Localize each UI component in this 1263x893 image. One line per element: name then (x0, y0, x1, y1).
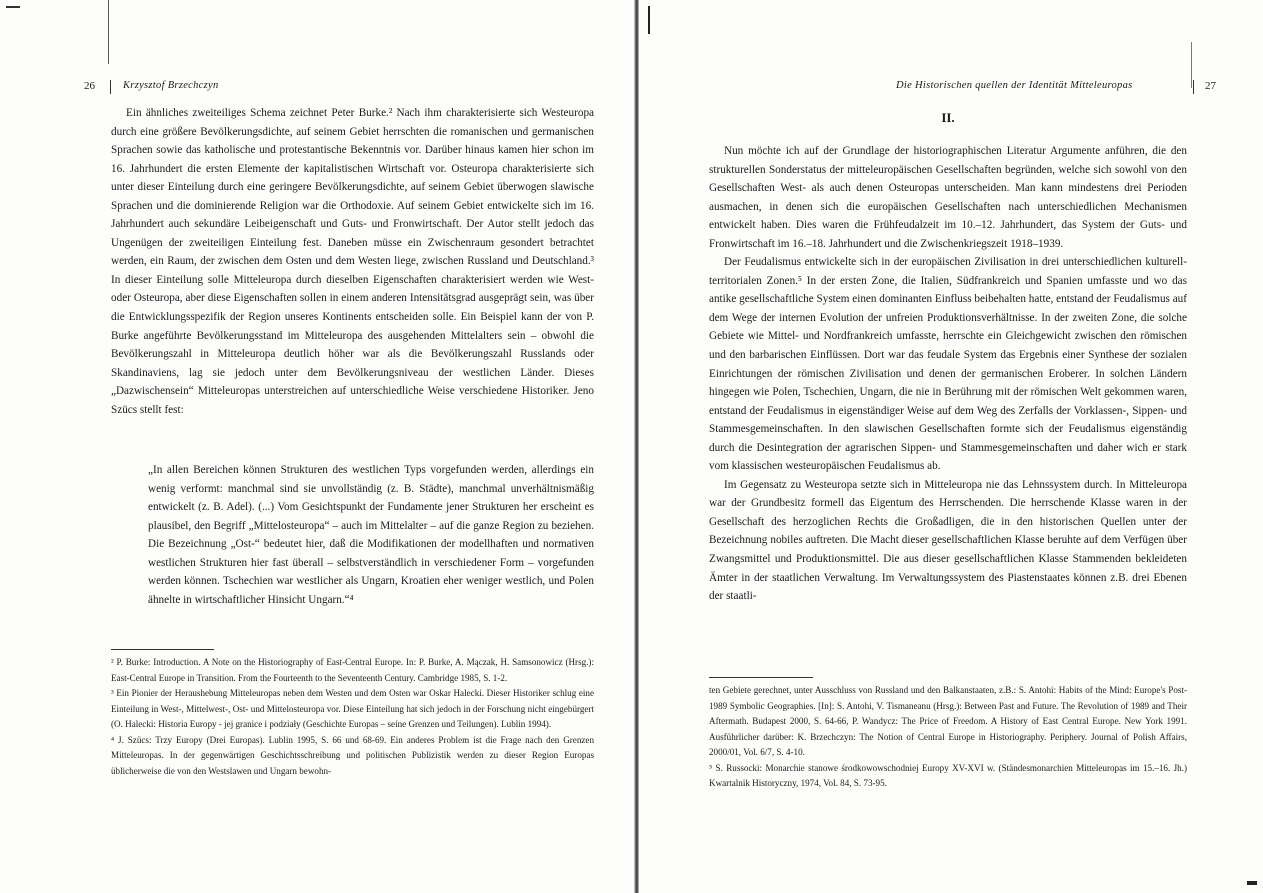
footnote: ⁴ J. Szücs: Trzy Europy (Drei Europas). Lublin 1995, S. 66 und 68-69. Ein anderes Problem ist die Frage nach den Grenzen Mitteleuropas. In der gegenwärtigen Geschichtsschreibung und politischen Publizistik werden zu dieser Region Europas üblicherweise die von den Westslawen und Ungarn bewohn- (111, 734, 594, 776)
section-title: II. (941, 110, 955, 125)
page-number: 26 (84, 80, 95, 92)
left-page (0, 0, 628, 893)
footnotes (709, 683, 1187, 792)
footnote: ⁵ S. Russocki: Monarchie stanowe środkowowschodniej Europy XV-XVI w. (Ständesmonarchien Mitteleuropas im 15.–16. Jh.) Kwartalnik Historyczny, 1974, Vol. 84, S. 73-95. (709, 762, 1187, 788)
footnote-rule (709, 677, 813, 678)
footnote: ² P. Burke: Introduction. A Note on the Historiography of East-Central Europe. In: P. Burke, A. Mączak, H. Samsonowicz (Hrsg.): East-Central Europe in Transition. From the Fourteenth to the Seventeenth Century. Cambridge 1985, S. 1-2. (111, 657, 594, 683)
header-separator (110, 80, 111, 94)
footnote: ten Gebiete gerechnet, unter Ausschluss von Russland und den Balkanstaaten, z.B.: S. Antohi: Habits of the Mind: Europe's Post-1989 Symbolic Geographies. [In]: S. Antohi, V. Tismaneanu (Hrsg.): Between Past and Future. The Revolution of 1989 and Their Aftermath. Budapest 2000, S. 64-66, P. Wandycz: The Price of Freedom. A History of East Central Europe. New York 1991. Ausführlicher darüber: K. Brzechczyn: The Notion of Central Europe in Historiography. Periphery. Journal of Polish Affairs, 2000/01, Vol. 6/7, S. 4-10. (709, 685, 1187, 757)
paragraph: Ein ähnliches zweiteiliges Schema zeichnet Peter Burke.² Nach ihm charakterisierte sich Westeuropa durch eine größere Bevölkerungsdichte, auf seinem Gebiet herrschten die romanischen und germanischen Sprachen sowie das katholische und protestantische Bekenntnis vor. Darüber hinaus kamen hier schon im 16. Jahrhundert die ersten Elemente der kapitalistischen Wirtschaft vor. Osteuropa charakterisierte sich unter dieser Einteilung durch eine geringere Bevölkerungsdichte, auf seinem Gebiet überwogen slawische Sprachen und die dominierende Religion war die Orthodoxie. Auf seinem Gebiet entwickelte sich im 16. Jahrhundert auch sekundäre Leibeigenschaft und Guts- und Fronwirtschaft. Der Autor stellt jedoch das Ungenügen der zweiteiligen Einteilung fest. Daneben müsse ein Zwischenraum gesondert betrachtet werden, ein Raum, der zwischen dem Osten und dem Westen liege, zwischen Russland und Deutschland.³ In dieser Einteilung solle Mitteleuropa durch dieselben Eigenschaften charakterisiert werden wie West- oder Osteuropa, aber diese Eigenschaften sollen in einem anderen Intensitätsgrad ausgeprägt sein, was über die Entwicklungsspezifik der Region unseres Kontinents entscheiden solle. Ein Beispiel kann der von P. Burke angeführte Bevölkerungsstand im Mitteleuropa des ausgehenden Mittelalters sein – obwohl die Bevölkerungszahl in Mitteleuropa deutlich höher war als die Bevölkerungszahl Russlands oder Skandinaviens, lag sie jedoch unter dem Bevölkerungsniveau der westlichen Länder. Dieses „Dazwischensein“ Mitteleuropas unterstreichen auf unterschiedliche Weise verschiedene Historiker. Jeno Szücs stellt fest: (111, 107, 594, 416)
paragraph: Der Feudalismus entwickelte sich in der europäischen Zivilisation in drei unterschiedlichen kulturell-territorialen Zonen.⁵ In der ersten Zone, die Italien, Südfrankreich und Spanien umfasste und wo das antike gesellschaftliche System einen dominanten Einfluss beibehalten hatte, entstand der Feudalismus auf dem Wege der internen Evolution der unfreien Produktionsverhältnisse. In der zweiten Zone, die solche Gebiete wie Mittel- und Nordfrankreich umfasste, herrschte ein Gleichgewicht zwischen den römischen und den barbarischen Einflüssen. Dort war das feudale System das Ergebnis einer Synthese der sozialen Einrichtungen der römischen Zivilisation und denen der germanischen Eroberer. In solchen Ländern hingegen wie Polen, Tschechien, Ungarn, die nie in Berührung mit der römischen Welt gekommen waren, entstand der Feudalismus in eigenständiger Weise auf dem Weg des Zerfalls der Vorklassen-, Sippen- und Stammesgemeinschaften. In den slawischen Gesellschaften formte sich der Feudalismus eigenständig durch die Desintegration der agrarischen Sippen- und Stammesgemeinschaften und daher wich er stark vom klassischen westeuropäischen Feudalismus ab. (709, 256, 1187, 473)
footnote-rule (111, 649, 214, 650)
footnote: ³ Ein Pionier der Heraushebung Mitteleuropas neben dem Westen und dem Osten war Oskar Halecki. Dieser Historiker schlug eine Einteilung in West-, Mittelwest-, Ost- und Mittelosteuropa vor. Diese Einteilung hat sich jedoch in der Forschung nicht eingebürgert (O. Halecki: Historia Europy - jej granice i podziały (Geschichte Europas – seine Grenzen und Teilungen). Lublin 1994). (111, 688, 594, 729)
body-text (709, 142, 1187, 606)
body-text (111, 104, 594, 419)
quote-text: „In allen Bereichen können Strukturen des westlichen Typs vorgefunden werden, allerdings ein wenig verformt: manchmal sind sie unvollständig (z. B. Städte), manchmal unverhältnismäßig entwickelt (z. B. Adel). (...) Vom Gesichtspunkt der Fundamente jener Strukturen her erscheint es plausibel, den Begriff „Mittelosteuropa“ – auch im Mittelalter – auf die ganze Region zu beziehen. Die Bezeichnung „Ost-“ bedeutet hier, daß die Modifikationen der modellhaften und normativen westlichen Strukturen hier fast überall – selbstverständlich in verschiedener Form – vorgefunden werden können. Tschechien war westlicher als Ungarn, Kroatien eher weniger westlich, und Polen ähnelte in wirtschaftlicher Hinsicht Ungarn.“⁴ (148, 464, 594, 606)
running-head: Krzysztof Brzechczyn (123, 80, 219, 91)
footnotes (111, 655, 594, 779)
page-number: 27 (1205, 80, 1216, 92)
paragraph: Nun möchte ich auf der Grundlage der historiographischen Literatur Argumente anführen, die den strukturellen Sonderstatus der mitteleuropäischen Gesellschaften begründen, welche sich sowohl von den Gesellschaften West- als auch denen Osteuropas unterscheiden. Man kann mindestens drei Perioden ausmachen, in denen sich die europäischen Gesellschaften nach unterschiedlichen Mechanismen entwickelt haben. Dies waren die Frühfeudalzeit im 10.–12. Jahrhundert, das System der Guts- und Fronwirtschaft im 16.–18. Jahrhundert und die Zwischenkriegszeit 1918–1939. (709, 145, 1187, 250)
header-separator (1193, 80, 1194, 94)
paragraph: Im Gegensatz zu Westeuropa setzte sich in Mitteleuropa nie das Lehnssystem durch. In Mitteleuropa war der Grundbesitz formell das Eigentum des Herrschenden. Die herrschende Klasse waren in der Gesellschaft des herzoglichen Rechts die Großadligen, die in den historischen Quellen unter der Bezeichnung nobiles auftreten. Die Macht dieser gesellschaftlichen Klasse beruhte auf dem Verfügen über Zwangsmittel und Produktionsmittel. Die aus dieser gesellschaftlichen Klasse Stammenden bekleideten Ämter in der staatlichen Verwaltung. Im Verwaltungssystem des Piastenstaates können z.B. drei Ebenen der staatli- (709, 478, 1187, 603)
block-quote (148, 461, 594, 609)
book-spine (634, 0, 639, 893)
right-page (645, 0, 1263, 893)
running-head: Die Historischen quellen der Identität Mitteleuropas (896, 80, 1133, 91)
